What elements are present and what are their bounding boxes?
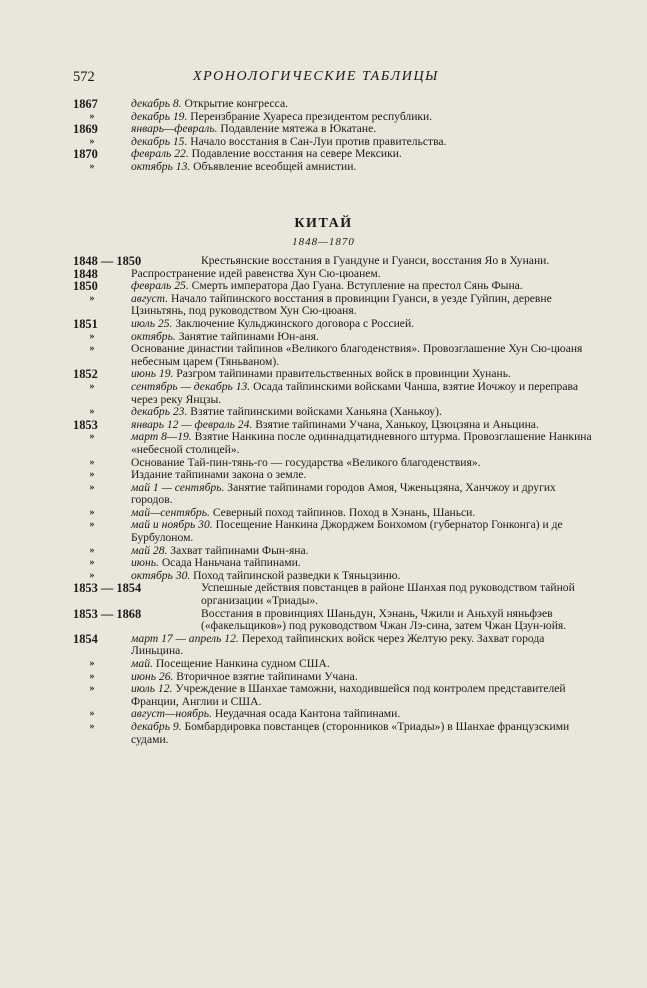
entry-date: декабрь 15. [131, 134, 188, 148]
entry-date: январь 12 — февраль 24. [131, 417, 253, 431]
entry-year: 1848 — 1850 [73, 254, 142, 268]
entry-text: Поход тайпинской разведки к Тяньцзиню. [193, 568, 401, 582]
entry-body [73, 293, 593, 318]
entry-text: Начало восстания в Сан-Луи против правительства. [190, 134, 447, 148]
entry-date: июнь 19. [131, 367, 174, 381]
entry-date: июль 12. [131, 682, 173, 696]
ditto-mark: » [89, 431, 95, 443]
ditto-mark: » [89, 506, 95, 518]
chronology-entry [73, 431, 593, 456]
entry-text: Учреждение в Шанхае таможни, находившейся под контролем представителей Франции, Англии и США. [131, 682, 566, 708]
entry-text: Занятие тайпинами городов Амоя, Чженьцзяна, Ханчжоу и других городов. [131, 480, 556, 507]
entry-text: Подавление мятежа в Юкатане. [220, 122, 377, 136]
entry-date: май—сентябрь. [131, 505, 210, 519]
entry-text: Посещение Нанкина судном США. [155, 657, 330, 670]
chronology-entry [73, 582, 593, 607]
entry-text: Подавление восстания на севере Мексики. [191, 147, 402, 161]
entry-date: май 28. [131, 543, 168, 557]
entry-date: июнь 26. [131, 669, 174, 683]
entry-text: Открытие конгресса. [184, 97, 288, 110]
ditto-mark: » [89, 720, 95, 732]
entry-date: март 17 — апрель 12. [131, 631, 239, 645]
entry-year: 1853 [73, 417, 98, 432]
entry-text: Основание Тай-пин-тянь-го — государства «Великого благоденствия». [131, 455, 481, 469]
entry-body [73, 431, 593, 456]
entry-body [73, 482, 593, 507]
entry-year: 1870 [73, 147, 98, 162]
ditto-mark: » [89, 469, 95, 481]
entry-year: 1853 — 1854 [73, 581, 142, 596]
chronology-entry [73, 519, 593, 544]
section-title: КИТАЙ [294, 216, 353, 231]
entry-body [73, 343, 593, 368]
chronology-entry [73, 482, 593, 507]
entry-date: декабрь 23. [131, 405, 188, 419]
entry-date: декабрь 8. [131, 97, 182, 110]
page-number: 572 [73, 69, 95, 85]
chronology-entry [73, 161, 593, 174]
ditto-mark: » [89, 380, 95, 392]
section-date-range: 1848—1870 [292, 236, 355, 248]
ditto-mark: » [89, 406, 95, 418]
entry-date: октябрь 30. [131, 568, 191, 582]
entry-year: 1869 [73, 122, 98, 137]
entry-text: Смерть императора Дао Гуана. Вступление на престол Сянь Фына. [191, 279, 523, 293]
page-header [73, 69, 593, 89]
entry-text: Объявление всеобщей амнистии. [193, 159, 357, 173]
entry-date: октябрь. [131, 329, 176, 343]
ditto-mark: » [89, 110, 95, 122]
entry-date: декабрь 9. [131, 719, 182, 733]
ditto-mark: » [89, 569, 95, 581]
entry-date: январь—февраль. [131, 122, 218, 136]
entry-text: Начало тайпинского восстания в провинции Гуанси, в уезде Гуйпин, деревне Цзиньтянь, под руководством Хун Сю-цюаня. [131, 291, 552, 318]
entry-date: май и ноябрь 30. [131, 518, 213, 532]
entry-body [73, 721, 593, 746]
entry-text: Осада тайпинскими войсками Чанша, взятие Иочжоу и переправа через реку Янцзы. [131, 379, 578, 406]
ditto-mark: » [89, 292, 95, 304]
entry-body [73, 381, 593, 406]
entry-year: 1867 [73, 97, 98, 111]
entry-text: Взятие тайпинскими войсками Ханьяна (Ханькоу). [190, 405, 442, 419]
entry-text: Неудачная осада Кантона тайпинами. [214, 707, 401, 721]
entry-year: 1851 [73, 316, 98, 331]
entry-text: Захват тайпинами Фын-яна. [170, 543, 309, 557]
ditto-mark: » [89, 343, 95, 355]
china-chronology [73, 255, 593, 746]
entry-text: Северный поход тайпинов. Поход в Хэнань, Шаньси. [212, 505, 476, 519]
ditto-mark: » [89, 160, 95, 172]
entry-year: 1848 [73, 266, 98, 281]
entry-text: Посещение Нанкина Джорджем Бонхомом (губернатор Гонконга) и де Бурбулоном. [131, 518, 563, 545]
entry-date: август—ноябрь. [131, 707, 212, 721]
ditto-mark: » [89, 658, 95, 669]
entry-text: Заключение Кульджинского договора с Россией. [175, 316, 415, 330]
chronology-entry [73, 381, 593, 406]
entry-text: Крестьянские восстания в Гуандуне и Гуанси, восстания Яо в Хунани. [201, 254, 550, 267]
ditto-mark: » [89, 544, 95, 556]
entry-text: Взятие Нанкина после одиннадцатидневного штурма. Провозглашение Нанкина «небесной столицей». [131, 430, 592, 456]
entry-year: 1852 [73, 367, 98, 382]
chronology-entry [73, 608, 593, 633]
chronology-entry [73, 293, 593, 318]
entry-date: март 8—19. [131, 430, 192, 444]
entry-date: сентябрь — декабрь 13. [131, 379, 251, 393]
entry-text: Переход тайпинских войск через Желтую реку. Захват города Линьцина. [131, 631, 545, 658]
entry-date: февраль 25. [131, 279, 189, 293]
chronology-entry [73, 633, 593, 658]
entry-date: июнь. [131, 556, 159, 570]
ditto-mark: » [89, 683, 95, 695]
entry-text: Осада Наньчана тайпинами. [161, 556, 301, 570]
entry-text: Основание династии тайпинов «Великого благоденствия». Провозглашение Хун Сю-цюаня небесным царем (Тяньваном). [131, 342, 583, 368]
ditto-mark: » [89, 330, 95, 342]
entry-date: декабрь 19. [131, 109, 188, 123]
entry-date: май 1 — сентябрь. [131, 480, 225, 494]
entry-date: август. [131, 291, 169, 305]
entry-text: Бомбардировка повстанцев (сторонников «Триады») в Шанхае французскими судами. [131, 719, 570, 746]
chronology-entry [73, 683, 593, 708]
entry-text: Взятие тайпинами Учана, Ханькоу, Цзюцзяна и Аньцина. [255, 417, 539, 431]
entry-date: февраль 22. [131, 147, 189, 161]
mexico-chronology [73, 98, 593, 174]
entry-text: Занятие тайпинами Юн-аня. [178, 329, 319, 343]
entry-text: Успешные действия повстанцев в районе Шанхая под руководством тайной организации «Триады». [201, 581, 575, 608]
entry-year: 1854 [73, 631, 98, 646]
entry-year: 1853 — 1868 [73, 606, 142, 621]
entry-body [73, 519, 593, 544]
entry-date: октябрь 13. [131, 159, 191, 173]
ditto-mark: » [89, 481, 95, 493]
chronology-entry [73, 721, 593, 746]
ditto-mark: » [89, 670, 95, 682]
entry-text: Восстания в провинциях Шаньдун, Хэнань, Чжили и Аньхуй няньфэев («факельщиков») под руководством Чжан Лэ-сина, затем Чжан Цзун-юйя. [201, 606, 567, 633]
entry-text: Разгром тайпинами правительственных войск в провинции Хунань. [176, 367, 511, 381]
chronology-entry [73, 343, 593, 368]
entry-text: Переизбрание Хуареса президентом республики. [190, 109, 433, 123]
entry-text: Распространение идей равенства Хун Сю-цюанем. [131, 266, 381, 280]
entry-body [73, 683, 593, 708]
entry-year: 1850 [73, 279, 98, 294]
entry-text: Издание тайпинами закона о земле. [131, 468, 307, 482]
entry-body [73, 633, 593, 658]
ditto-mark: » [89, 519, 95, 531]
entry-text: Вторичное взятие тайпинами Учана. [176, 669, 358, 683]
entry-date: июль 25. [131, 316, 173, 330]
ditto-mark: » [89, 557, 95, 569]
running-title: ХРОНОЛОГИЧЕСКИЕ ТАБЛИЦЫ [193, 69, 439, 84]
ditto-mark: » [89, 135, 95, 147]
ditto-mark: » [89, 456, 95, 468]
ditto-mark: » [89, 708, 95, 720]
entry-date: май. [131, 657, 153, 670]
entry-body [73, 161, 593, 174]
